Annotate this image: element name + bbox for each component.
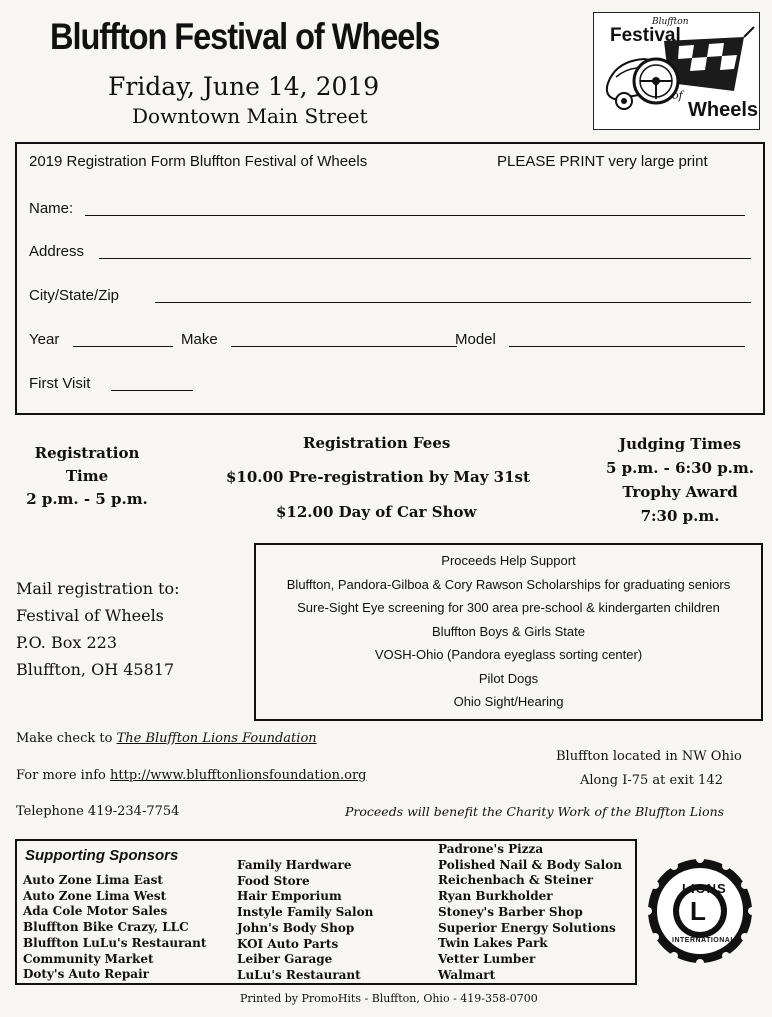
lions-logo bbox=[644, 855, 756, 967]
sponsor-item: Walmart bbox=[438, 967, 496, 982]
sponsor-item: Instyle Family Salon bbox=[237, 905, 374, 920]
model-label: Model bbox=[455, 331, 496, 348]
name-label: Name: bbox=[29, 200, 74, 217]
location-line1: Bluffton located in NW Ohio bbox=[556, 749, 742, 764]
proceeds-box bbox=[254, 543, 763, 721]
sponsors-box bbox=[15, 839, 637, 985]
event-date: Friday, June 14, 2019 bbox=[108, 72, 380, 101]
sponsor-item: Ada Cole Motor Sales bbox=[23, 904, 168, 919]
name-field[interactable] bbox=[85, 215, 745, 216]
info-prefix: For more info bbox=[16, 768, 106, 783]
proceeds-item: Pilot Dogs bbox=[478, 670, 539, 686]
proceeds-item: Sure-Sight Eye screening for 300 area pre-school & kindergarten children bbox=[297, 600, 720, 615]
proceeds-item: VOSH-Ohio (Pandora eyeglass sorting center) bbox=[374, 647, 643, 662]
make-field[interactable] bbox=[231, 346, 457, 347]
event-location: Downtown Main Street bbox=[132, 104, 368, 128]
first-visit-label: First Visit bbox=[29, 375, 91, 392]
sponsor-item: John's Body Shop bbox=[237, 920, 355, 935]
city-state-zip-field[interactable] bbox=[155, 302, 751, 303]
sponsor-item: Hair Emporium bbox=[237, 889, 342, 904]
sponsor-item: Twin Lakes Park bbox=[438, 936, 548, 951]
logo-of-text: of bbox=[672, 89, 683, 102]
logo-small-text: Bluffton bbox=[652, 17, 689, 27]
mail-line2: P.O. Box 223 bbox=[16, 633, 117, 652]
sponsor-item: Reichenbach & Steiner bbox=[438, 873, 594, 888]
mail-heading: Mail registration to: bbox=[16, 579, 180, 598]
telephone: Telephone 419-234-7754 bbox=[16, 804, 180, 819]
sponsor-item: Vetter Lumber bbox=[438, 951, 536, 966]
sponsor-item: Community Market bbox=[23, 951, 154, 966]
sponsor-item: Superior Energy Solutions bbox=[438, 920, 616, 935]
fees-day-of-show: $12.00 Day of Car Show bbox=[276, 503, 477, 521]
mail-line1: Festival of Wheels bbox=[16, 606, 164, 625]
proceeds-item: Ohio Sight/Hearing bbox=[453, 694, 564, 709]
sponsor-item: Food Store bbox=[237, 873, 310, 888]
trophy-heading: Trophy Award bbox=[622, 483, 738, 501]
lions-bottom-text: INTERNATIONAL bbox=[672, 937, 736, 944]
lions-letter: L bbox=[690, 896, 706, 926]
lions-top-text: LIONS bbox=[682, 881, 727, 896]
sponsor-item: Family Hardware bbox=[237, 858, 352, 872]
charity-note: Proceeds will benefit the Charity Work of the Bluffton Lions bbox=[345, 804, 725, 819]
trophy-time: 7:30 p.m. bbox=[640, 507, 720, 525]
mail-line3: Bluffton, OH 45817 bbox=[16, 660, 175, 679]
sponsor-item: Auto Zone Lima East bbox=[23, 873, 163, 887]
logo-wheels-text: Wheels bbox=[688, 99, 759, 121]
fees-heading: Registration Fees bbox=[303, 434, 451, 452]
address-field[interactable] bbox=[99, 258, 751, 259]
sponsor-item: LuLu's Restaurant bbox=[237, 967, 361, 982]
sponsor-item: Polished Nail & Body Salon bbox=[438, 857, 622, 872]
sponsors-heading: Supporting Sponsors bbox=[25, 847, 179, 864]
sponsors-col2 bbox=[237, 858, 373, 984]
judging-times bbox=[594, 432, 766, 528]
judging-heading: Judging Times bbox=[618, 435, 741, 453]
registration-time-heading: Registration bbox=[34, 444, 140, 462]
festival-logo bbox=[593, 12, 760, 130]
mail-address bbox=[16, 575, 180, 683]
sponsor-item: Stoney's Barber Shop bbox=[438, 904, 583, 919]
registration-time-label: Time bbox=[65, 467, 109, 485]
sponsor-item: Bluffton Bike Crazy, LLC bbox=[23, 920, 189, 935]
info-line bbox=[16, 768, 366, 783]
address-label: Address bbox=[29, 243, 85, 260]
first-visit-field[interactable] bbox=[111, 390, 193, 391]
sponsor-item: KOI Auto Parts bbox=[237, 936, 339, 951]
info-url-link[interactable]: http://www.blufftonlionsfoundation.org bbox=[110, 768, 367, 783]
sponsor-item: Doty's Auto Repair bbox=[23, 967, 149, 982]
page-title: Bluffton Festival of Wheels bbox=[50, 16, 440, 57]
check-prefix: Make check to bbox=[16, 731, 113, 746]
year-field[interactable] bbox=[73, 346, 173, 347]
model-field[interactable] bbox=[509, 346, 745, 347]
sponsor-item: Ryan Burkholder bbox=[438, 889, 553, 904]
fees-pre-registration: $10.00 Pre-registration by May 31st bbox=[226, 468, 530, 486]
sponsor-item: Auto Zone Lima West bbox=[23, 888, 167, 903]
year-label: Year bbox=[29, 331, 60, 348]
check-payee: The Bluffton Lions Foundation bbox=[116, 731, 317, 746]
printed-by: Printed by PromoHits - Bluffton, Ohio - 419-358-0700 bbox=[240, 992, 538, 1005]
city-state-zip-label: City/State/Zip bbox=[29, 287, 120, 304]
sponsor-item: Bluffton LuLu's Restaurant bbox=[23, 935, 207, 950]
location-line2: Along I-75 at exit 142 bbox=[580, 773, 723, 788]
sponsor-item: Leiber Garage bbox=[237, 952, 333, 967]
judging-hours: 5 p.m. - 6:30 p.m. bbox=[605, 459, 754, 477]
print-note: PLEASE PRINT very large print bbox=[497, 153, 708, 170]
proceeds-item: Bluffton Boys & Girls State bbox=[432, 623, 585, 639]
sponsors-col3 bbox=[438, 842, 622, 983]
logo-festival-text: Festival bbox=[610, 25, 681, 46]
sponsor-item: Padrone's Pizza bbox=[438, 842, 544, 856]
registration-time bbox=[14, 442, 160, 511]
registration-form bbox=[15, 142, 765, 415]
sponsors-col1 bbox=[23, 873, 206, 983]
form-heading: 2019 Registration Form Bluffton Festival of Wheels bbox=[29, 153, 368, 170]
make-label: Make bbox=[181, 331, 218, 348]
registration-time-hours: 2 p.m. - 5 p.m. bbox=[26, 490, 148, 508]
proceeds-heading: Proceeds Help Support bbox=[441, 553, 576, 568]
check-line bbox=[16, 731, 317, 746]
proceeds-item: Bluffton, Pandora-Gilboa & Cory Rawson Scholarships for graduating seniors bbox=[286, 576, 731, 592]
